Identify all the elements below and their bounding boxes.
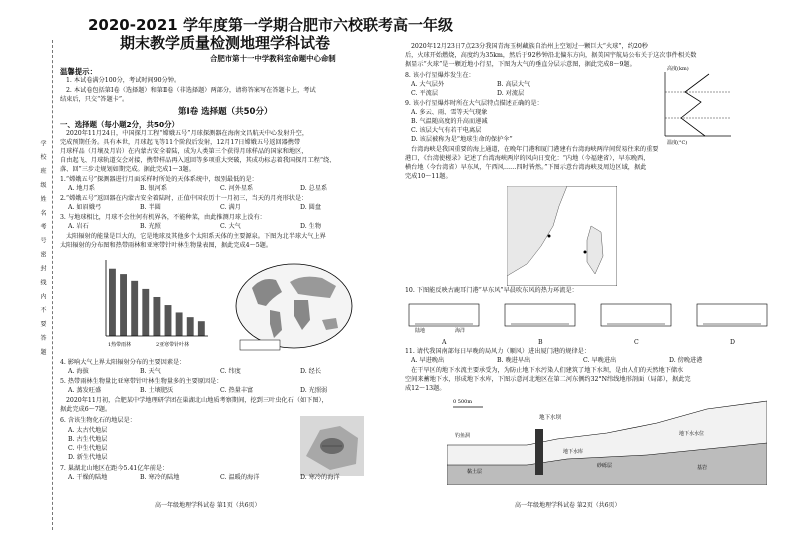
circulation-option-c (601, 304, 671, 326)
option: B. 高层大气 (497, 81, 531, 88)
option: C. 河外星系 (220, 185, 254, 192)
notice-heading: 温馨提示： (60, 67, 97, 76)
question-9: 9. 该小行星爆炸时所在大气层特点描述正确的是： (405, 100, 543, 107)
label-land: 陆地 (415, 328, 426, 334)
chart-bar (109, 269, 116, 336)
option: C. 温暖的海洋 (220, 474, 260, 481)
option: D. 圆盘 (300, 204, 322, 211)
sand-label: 地下水库 (563, 449, 584, 455)
scale-label: 0 500m (453, 399, 473, 405)
question-3: 3. 与地球相比，月球不会往何有机界各，不能种菜，由此推测月球上没有： (60, 214, 266, 221)
question-11: 11. 请代我国南部每日早晚的局风力（顺风）进出厦门港的规律是： (405, 348, 591, 355)
option: B. 土壤肥沃 (140, 387, 174, 394)
option: A. 岩石 (68, 223, 89, 230)
option: D. 傍晚进港 (669, 357, 703, 364)
thermal-circulation-options (405, 298, 785, 338)
bedrock-label: 基岩 (697, 465, 708, 471)
question-5: 5. 热带雨林生物量比亚寒带针叶林生物量多的主要原因是： (60, 378, 223, 385)
intro-line: 太阳辐射的能量是巨大的，它是地球及其他多个太阳系天体的主要源泉。下图为北半球大气上界 (66, 233, 326, 240)
intro-line: 空间来蓄地下水，形成地下水库，下图示意河北地区在第二河东侧约32°N纬线地形剖面（局部），据此完 (405, 376, 691, 383)
chart-bar (187, 317, 194, 336)
question-6: 6. 含该生物化石的地层是： (60, 417, 136, 424)
intro-line: 自由起飞、月球轨道交会对接，携带样品再入返回等多项重大突破，其成功标志着我国探月工程“绕、 (60, 157, 336, 164)
option: A. 蒸发旺盛 (68, 387, 102, 394)
option: D. 对流层 (497, 90, 525, 97)
trilobite-fossil-photo (300, 416, 364, 476)
intro-line: 在干旱区的地下水流主要承受为，为防止地下水污染人们建筑了地下水坝，是由人们的天然地下储水 (411, 367, 684, 374)
water-table-label: 地下水水位 (679, 431, 705, 437)
intro-line: 落、回”三步走规划如期完成。据此完成1～3题。 (60, 166, 195, 173)
dam-block (535, 429, 543, 475)
page-footer: 高一年级地理学科试卷 第2页（共6页） (515, 502, 621, 509)
right-page (397, 0, 794, 550)
question-10: 10. 下图能反映古鹿耳门港“早东风”早晨吹东风的热力环流是： (405, 287, 578, 294)
notice-line: 1. 本试卷满分100分，考试时间90分钟。 (66, 77, 181, 84)
chart-bar (153, 297, 160, 336)
chart-bar (198, 321, 205, 336)
intro-line: 横台地（今台湾省）早东风，午西风……四时皆然。”下图示意台湾海峡及周边区域，据此 (405, 164, 647, 171)
chart-bar (142, 289, 149, 336)
atm-axis-label: 温度(°C) (667, 140, 688, 146)
option: D. 总星系 (300, 185, 328, 192)
dam-label: 地下水坝 (539, 415, 562, 421)
option: A. 地月系 (68, 185, 95, 192)
option: A. 海拔 (68, 368, 89, 375)
intro-line: 完成10～11题。 (405, 173, 452, 180)
option: B. 光照 (140, 223, 161, 230)
option: A. 如眉娥弓 (68, 204, 102, 211)
option: B. 古生代地层 (68, 436, 108, 443)
intro-line: 据此完成6～7题。 (60, 406, 112, 413)
circulation-option-a (409, 304, 479, 334)
option: A. 早进晚出 (411, 357, 445, 364)
intro-line: 月球样品（月壤及月岩）在内蒙古安全着陆，成为人类第三个获得月球样品的国家和地区， (60, 148, 308, 155)
biomass-bar-chart (92, 256, 212, 356)
taiwan-strait-map (507, 186, 617, 286)
option: A. 大气层外 (411, 81, 445, 88)
exam-setter: 合肥市第十一中学教科室命题中心命制 (210, 54, 336, 63)
option: D. 生物 (300, 223, 322, 230)
chart-legend-item: 2亚寒带针叶林 (156, 342, 190, 348)
question-2: 2.“嫦娥五号”返回器在内蒙古安全着陆时，正值中国农历十一月初三，当天的月亮形状是： (60, 195, 308, 202)
option: A. 多云、雨、雪等天气现象 (411, 109, 488, 116)
intro-line: 据显示“火球”是一颗近地小行星，下图为大气的垂直分层示意图，据此完成8～9题。 (405, 61, 636, 68)
option: D. 新生代地层 (68, 454, 108, 461)
option: C. 热量丰富 (220, 387, 254, 394)
label-sea: 海洋 (455, 328, 466, 334)
question-7: 7. 巢湖北山地区在距今5.41亿年前是： (60, 465, 169, 472)
chart-bar (120, 274, 127, 336)
chart-legend-item: 1热带雨林 (108, 342, 132, 348)
option: C. 平流层 (411, 90, 439, 97)
clay-label: 黏土层 (467, 469, 483, 475)
chart-bar (165, 305, 172, 336)
notice-line: 结束后，只交“答题卡”。 (60, 96, 129, 103)
intro-line: 太阳辐射的分布图和热带雨林和亚寒带针叶林生物量表图，据此完成4～5题。 (60, 242, 273, 249)
option-label: A (442, 339, 447, 346)
option: C. 大气 (220, 223, 241, 230)
intro-line: 港口，《台湾使槎录》记述了台湾海峡两岸的风向日变化：“内地（今福建省），早东晚西， (405, 155, 650, 162)
chart-bar (176, 312, 183, 336)
circulation-option-d (697, 304, 767, 326)
intro-line: 成12～13题。 (405, 385, 446, 392)
option: D. 光照弱 (300, 387, 328, 394)
question-8: 8. 该小行星爆炸发生在： (405, 72, 475, 79)
section1-heading: 一、选择题（每小题2分，共50分） (60, 120, 179, 129)
exam-title-line1: 2020-2021 学年度第一学期合肥市六校联考高一年级 (88, 16, 453, 34)
option: C. 早晚进出 (583, 357, 617, 364)
option: D. 寒冷的海洋 (300, 474, 340, 481)
intro-line: 完成预期任务。具有本世，月球起飞等11个阶段后发射，12月17日嫦娥五号返回器携带 (60, 139, 301, 146)
intro-line: 2020年12月23日7点23分我国青海玉树藏族自治州上空划过一颗巨大“火球”，约20秒 (411, 43, 648, 50)
intro-line: 后，火球开始燃烧，高度约为35km，然后于92秒钟沿北偏东方向，据美国宇航局公布关于这次事件相关数 (405, 52, 697, 59)
circulation-option-b (505, 304, 575, 326)
chart-bar (131, 281, 138, 336)
reservoir-label: 钓鱼洞 (455, 433, 471, 439)
question-1: 1.“嫦娥五号”探测器进行月面采样时所处的天体系统中，级别最低的是： (60, 176, 258, 183)
option: C. 该层大气有若干电离层 (411, 127, 482, 134)
gravel-label: 砂砾层 (597, 463, 613, 469)
option: A. 太古代地层 (68, 427, 108, 434)
option: D. 该层被称为是“地球生命的保护伞” (411, 136, 513, 143)
option: B. 晚进早出 (497, 357, 531, 364)
option: D. 经长 (300, 368, 322, 375)
option: A. 干燥的陆地 (68, 474, 108, 481)
question-4: 4. 影响大气上界太阳辐射分布的主要因素是： (60, 359, 186, 366)
part1-heading: 第Ⅰ卷 选择题（共50分） (178, 107, 273, 117)
page-footer: 高一年级地理学科试卷 第1页（共6页） (155, 502, 261, 509)
atmosphere-layers-figure (645, 62, 735, 146)
option: C. 中生代地层 (68, 445, 108, 452)
option: B. 寒冷的陆地 (140, 474, 180, 481)
intro-line: 台湾海峡是我国重要的海上通道，在晚年门港和厦门港建有台湾海峡两岸间贸易往来的重要 (411, 146, 659, 153)
underground-reservoir-section (447, 395, 767, 485)
option: B. 半圆 (140, 204, 161, 211)
exam-title-line2: 期末教学质量检测地理学科试卷 (120, 34, 331, 52)
intro-line: 2020年11月24日，中国探月工程“嫦娥五号”月球探测器在海南文昌航天中心发射升空， (66, 130, 309, 137)
option-label: D (730, 339, 735, 346)
option: B. 气温随高度的升高而递减 (411, 118, 488, 125)
binding-line (52, 40, 53, 530)
option: C. 满月 (220, 204, 241, 211)
intro-line: 2020年11月初，合肥某中学地理研学团在巢湖北山地质考察期间，挖到三叶虫化石（如下图）， (66, 397, 328, 404)
atm-axis-title: 高度(km) (667, 66, 689, 72)
option-label: C (634, 339, 639, 346)
world-map-figure (232, 258, 356, 354)
option: B. 天气 (140, 368, 161, 375)
option: C. 纬度 (220, 368, 241, 375)
option-label: B (538, 339, 543, 346)
option: B. 银河系 (140, 185, 168, 192)
binding-margin-text: 学 校 班 级 姓 名 考 号 密 封 线 内 不 要 答 题 (39, 140, 46, 358)
notice-line: 2. 本试卷包括第Ⅰ卷（选择题）和第Ⅱ卷（非选择题）两部分，请将答案写在答题卡上，考试 (66, 87, 316, 94)
